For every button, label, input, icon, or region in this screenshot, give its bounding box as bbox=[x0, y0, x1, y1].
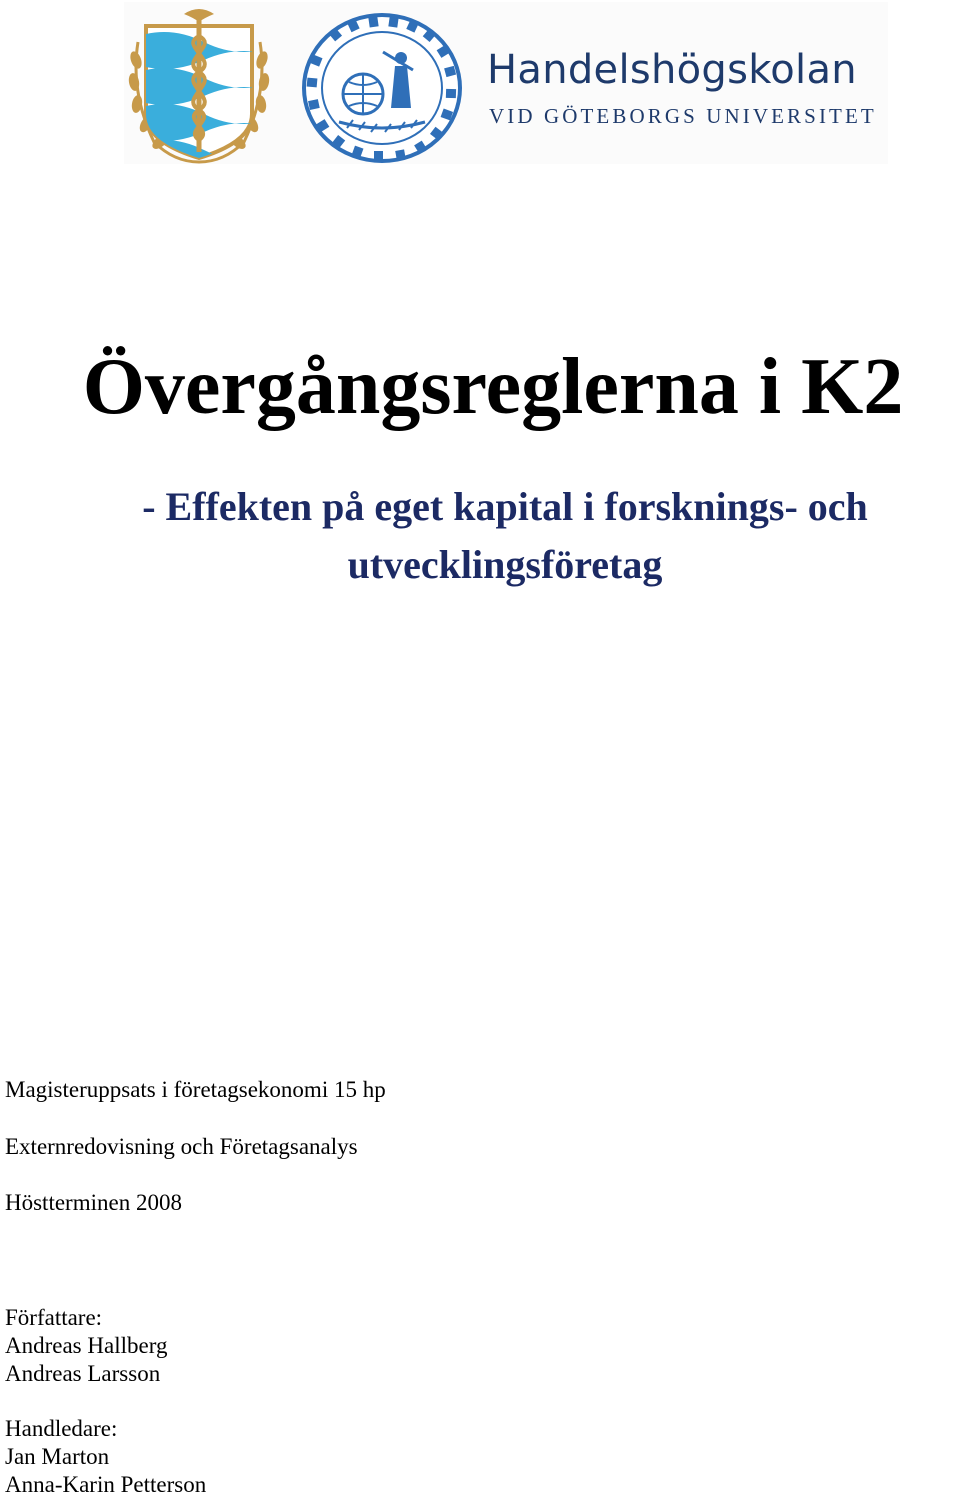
brand-subtitle: VID GÖTEBORGS UNIVERSITET bbox=[489, 104, 877, 128]
author-name: Andreas Larsson bbox=[5, 1361, 161, 1386]
university-seal-icon bbox=[301, 12, 463, 164]
field-of-study: Externredovisning och Företagsanalys bbox=[5, 1134, 358, 1159]
supervisors-block bbox=[5, 1415, 206, 1499]
subtitle-line-2: utvecklingsföretag bbox=[347, 542, 663, 587]
authors-label: Författare: bbox=[5, 1305, 103, 1330]
authors-block bbox=[5, 1304, 167, 1388]
supervisors-label: Handledare: bbox=[5, 1416, 118, 1441]
brand-wordmark bbox=[487, 44, 891, 134]
medical-emblem-icon bbox=[124, 2, 274, 164]
page-subtitle bbox=[0, 478, 960, 594]
page-title: Övergångsreglerna i K2 bbox=[82, 343, 904, 431]
supervisor-name: Jan Marton bbox=[5, 1444, 110, 1469]
brand-name: Handelshögskolan bbox=[487, 47, 857, 93]
author-name: Andreas Hallberg bbox=[5, 1333, 168, 1358]
subtitle-line-1: - Effekten på eget kapital i forsknings- och bbox=[142, 484, 868, 529]
thesis-type: Magisteruppsats i företagsekonomi 15 hp bbox=[5, 1077, 386, 1102]
term: Höstterminen 2008 bbox=[5, 1190, 182, 1215]
supervisor-name: Anna-Karin Petterson bbox=[5, 1472, 207, 1497]
